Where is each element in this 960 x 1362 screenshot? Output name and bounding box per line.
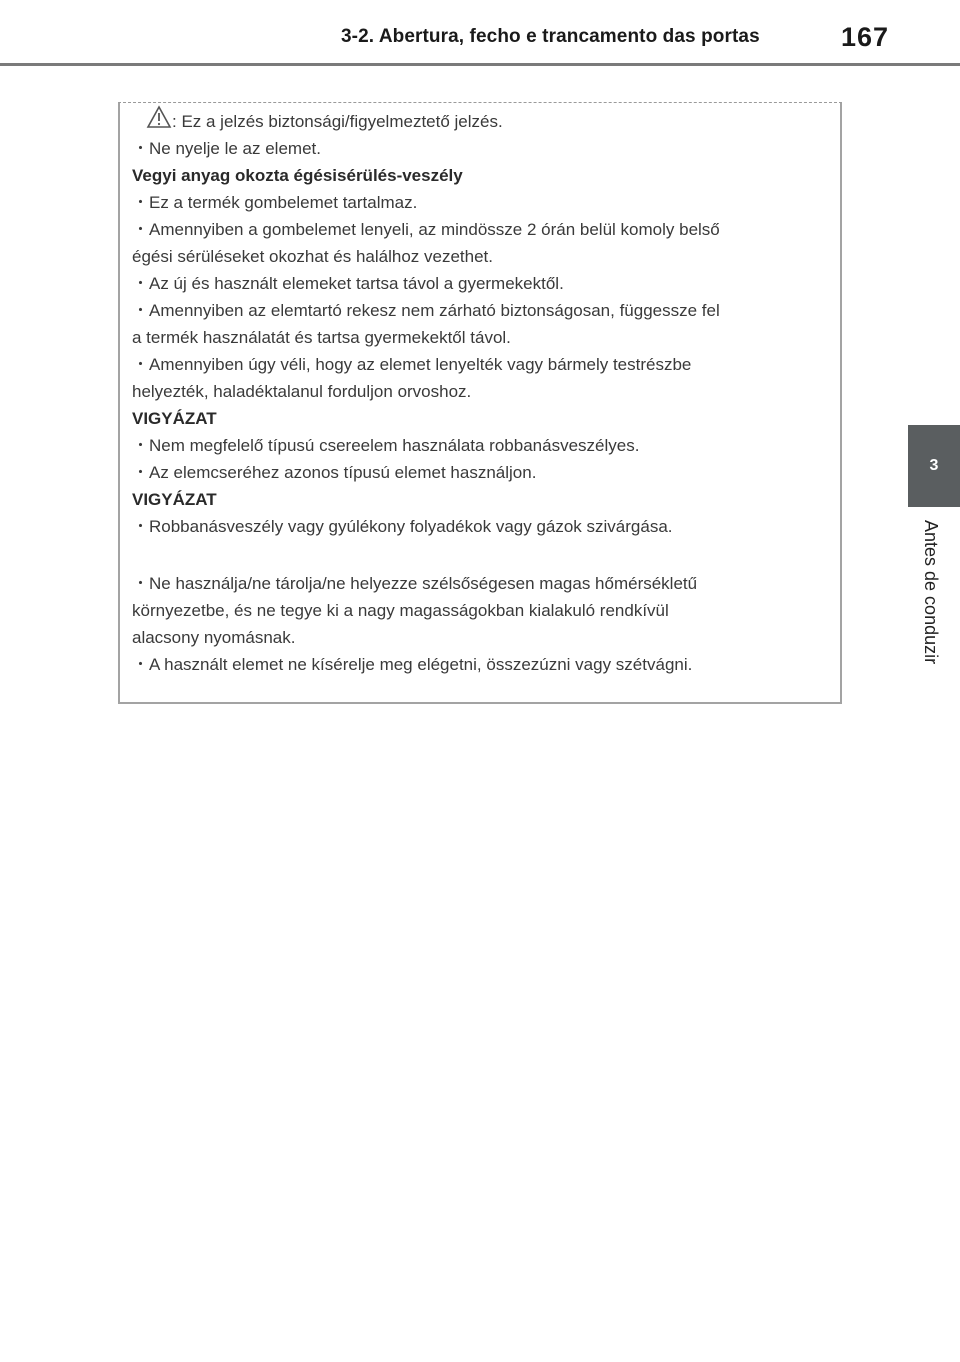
warning-line: a termék használatát és tartsa gyermekektől távol. (132, 328, 511, 347)
warning-heading: VIGYÁZAT (132, 409, 217, 428)
warning-line: ・Ne nyelje le az elemet. (132, 139, 321, 158)
warning-line: : Ez a jelzés biztonsági/figyelmeztető jelzés. (172, 112, 503, 131)
warning-line: égési sérüléseket okozhat és halálhoz vezethet. (132, 247, 494, 266)
header-divider (0, 63, 960, 66)
warning-heading: VIGYÁZAT (132, 490, 217, 509)
warning-line: ・Amennyiben a gombelemet lenyeli, az mindössze 2 órán belül komoly belső (132, 220, 720, 239)
warning-heading: Vegyi anyag okozta égésisérülés-veszély (132, 166, 463, 185)
page-number: 167 (841, 22, 890, 52)
warning-line: ・Amennyiben az elemtartó rekesz nem zárható biztonságosan, függessze fel (132, 301, 720, 320)
chapter-tab (908, 425, 960, 507)
warning-line: ・Az új és használt elemeket tartsa távol a gyermekektől. (132, 274, 564, 293)
warning-triangle-icon (146, 105, 172, 129)
warning-line: ・Ez a termék gombelemet tartalmaz. (132, 193, 418, 212)
section-title: 3-2. Abertura, fecho e trancamento das portas (341, 26, 760, 47)
chapter-label: Antes de conduzir (921, 520, 941, 665)
warning-line: ・Robbanásveszély vagy gyúlékony folyadékok vagy gázok szivárgása. (132, 517, 673, 536)
warning-line: alacsony nyomásnak. (132, 628, 296, 647)
warning-line: ・Nem megfelelő típusú csereelem használata robbanásveszélyes. (132, 436, 640, 455)
warning-line: ・Az elemcseréhez azonos típusú elemet használjon. (132, 463, 537, 482)
warning-line: környezetbe, és ne tegye ki a nagy magasságokban kialakuló rendkívül (132, 601, 669, 620)
warning-box (118, 102, 842, 704)
warning-line: helyezték, haladéktalanul forduljon orvoshoz. (132, 382, 472, 401)
chapter-number: 3 (929, 457, 939, 474)
warning-line: ・A használt elemet ne kísérelje meg elégetni, összezúzni vagy szétvágni. (132, 655, 693, 674)
warning-line: ・Amennyiben úgy véli, hogy az elemet lenyelték vagy bármely testrészbe (132, 355, 692, 374)
warning-line: ・Ne használja/ne tárolja/ne helyezze szélsőségesen magas hőmérsékletű (132, 574, 698, 593)
